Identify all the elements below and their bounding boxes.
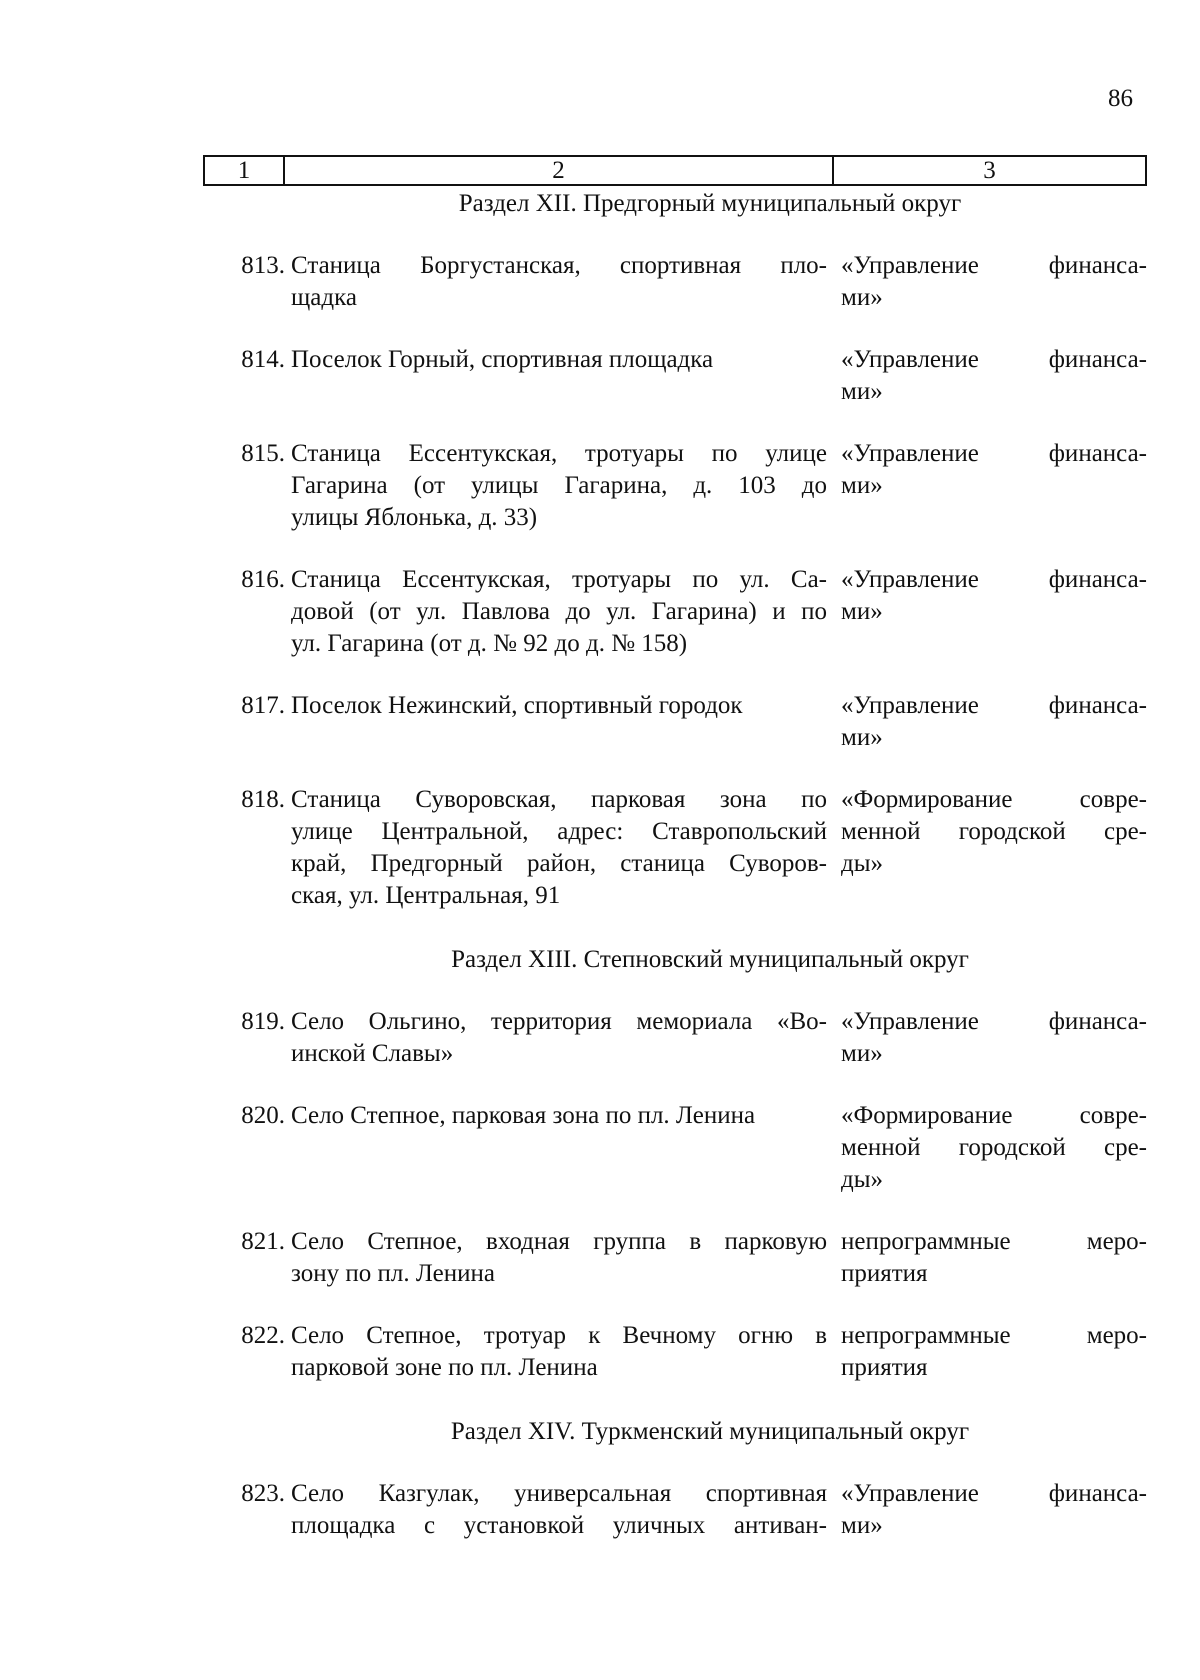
- row-program: [841, 1006, 1147, 1070]
- row-program: [841, 344, 1147, 408]
- text-line: Гагарина (от улицы Гагарина, д. 103 до: [291, 472, 827, 499]
- text-line: Станица Ессентукская, тротуары по улице: [291, 440, 827, 467]
- row-description: [291, 1320, 841, 1384]
- table-row: [203, 1226, 1147, 1290]
- text-line: улицы Яблонька, д. 33): [291, 504, 538, 531]
- text-line: «Управление финанса-: [841, 346, 1147, 373]
- row-number: 822.: [241, 1322, 285, 1349]
- text-line: «Управление финанса-: [841, 692, 1147, 719]
- text-line: «Управление финанса-: [841, 566, 1147, 593]
- table-row: [203, 1478, 1147, 1542]
- row-description: [291, 1100, 841, 1196]
- text-line: «Управление финанса-: [841, 1008, 1147, 1035]
- row-number: 815.: [241, 440, 285, 467]
- text-line: ми»: [841, 378, 883, 405]
- text-line: край, Предгорный район, станица Суворов-: [291, 850, 827, 877]
- text-line: приятия: [841, 1260, 928, 1287]
- row-program: [841, 564, 1147, 660]
- row-description: [291, 1478, 841, 1542]
- text-line: менной городской сре-: [841, 818, 1147, 845]
- row-number: 818.: [241, 786, 285, 813]
- section-title: Раздел XII. Предгорный муниципальный округ: [458, 190, 962, 217]
- row-number: 813.: [241, 252, 285, 279]
- section-title: Раздел XIV. Туркменский муниципальный округ: [450, 1418, 970, 1445]
- column-header-1: 1: [205, 157, 285, 184]
- row-program: [841, 250, 1147, 314]
- text-line: «Формирование совре-: [841, 786, 1147, 813]
- text-line: инской Славы»: [291, 1040, 454, 1067]
- text-line: Село Казгулак, универсальная спортивная: [291, 1480, 827, 1507]
- text-line: ми»: [841, 1040, 883, 1067]
- text-line: Поселок Горный, спортивная площадка: [291, 346, 714, 373]
- row-description: [291, 564, 841, 660]
- text-line: «Управление финанса-: [841, 252, 1147, 279]
- table-row: [203, 784, 1147, 912]
- row-number: 819.: [241, 1008, 285, 1035]
- row-number: 817.: [241, 692, 285, 719]
- column-header-3: 3: [983, 157, 996, 184]
- row-number: 821.: [241, 1228, 285, 1255]
- row-description: [291, 250, 841, 314]
- text-line: менной городской сре-: [841, 1134, 1147, 1161]
- column-header-2: 2: [285, 157, 834, 184]
- section-title: Раздел XIII. Степновский муниципальный округ: [451, 946, 969, 973]
- text-line: ми»: [841, 724, 883, 751]
- page-number: 86: [1108, 85, 1133, 112]
- table-row: [203, 1320, 1147, 1384]
- table-row: [203, 1100, 1147, 1196]
- text-line: непрограммные меро-: [841, 1228, 1147, 1255]
- text-line: ми»: [841, 1512, 883, 1539]
- text-line: «Формирование совре-: [841, 1102, 1147, 1129]
- text-line: Село Степное, парковая зона по пл. Ленина: [291, 1102, 756, 1129]
- row-number: 820.: [241, 1102, 285, 1129]
- text-line: ми»: [841, 598, 883, 625]
- row-number: 814.: [241, 346, 285, 373]
- row-program: [841, 1226, 1147, 1290]
- row-program: [841, 1100, 1147, 1196]
- text-line: щадка: [291, 284, 357, 311]
- table-row: [203, 690, 1147, 754]
- text-line: ды»: [841, 850, 884, 877]
- text-line: «Управление финанса-: [841, 1480, 1147, 1507]
- row-description: [291, 1226, 841, 1290]
- row-description: [291, 690, 841, 754]
- text-line: Станица Ессентукская, тротуары по ул. Са-: [291, 566, 827, 593]
- text-line: зону по пл. Ленина: [291, 1260, 495, 1287]
- text-line: парковой зоне по пл. Ленина: [291, 1354, 598, 1381]
- row-program: [841, 438, 1147, 534]
- table-row: [203, 250, 1147, 314]
- row-number: 816.: [241, 566, 285, 593]
- text-line: ми»: [841, 472, 883, 499]
- row-description: [291, 344, 841, 408]
- text-line: ул. Гагарина (от д. № 92 до д. № 158): [291, 630, 688, 657]
- text-line: Поселок Нежинский, спортивный городок: [291, 692, 743, 719]
- text-line: улице Центральной, адрес: Ставропольский: [291, 818, 827, 845]
- text-line: ми»: [841, 284, 883, 311]
- table-row: [203, 1006, 1147, 1070]
- text-line: площадка с установкой уличных антиван-: [291, 1512, 827, 1539]
- row-description: [291, 438, 841, 534]
- text-line: довой (от ул. Павлова до ул. Гагарина) и по: [291, 598, 827, 625]
- table-row: [203, 564, 1147, 660]
- text-line: приятия: [841, 1354, 928, 1381]
- text-line: Станица Боргустанская, спортивная пло-: [291, 252, 827, 279]
- text-line: Село Степное, входная группа в парковую: [291, 1228, 827, 1255]
- row-description: [291, 784, 841, 912]
- text-line: Село Ольгино, территория мемориала «Во-: [291, 1008, 827, 1035]
- row-program: [841, 1320, 1147, 1384]
- row-program: [841, 690, 1147, 754]
- text-line: ды»: [841, 1166, 884, 1193]
- row-program: [841, 784, 1147, 912]
- text-line: «Управление финанса-: [841, 440, 1147, 467]
- text-line: Село Степное, тротуар к Вечному огню в: [291, 1322, 827, 1349]
- text-line: Станица Суворовская, парковая зона по: [291, 786, 827, 813]
- text-line: непрограммные меро-: [841, 1322, 1147, 1349]
- table-row: [203, 344, 1147, 408]
- table-body: [203, 186, 1147, 1542]
- row-program: [841, 1478, 1147, 1542]
- table-row: [203, 438, 1147, 534]
- row-description: [291, 1006, 841, 1070]
- table-header: [203, 155, 1147, 186]
- row-number: 823.: [241, 1480, 285, 1507]
- text-line: ская, ул. Центральная, 91: [291, 882, 561, 909]
